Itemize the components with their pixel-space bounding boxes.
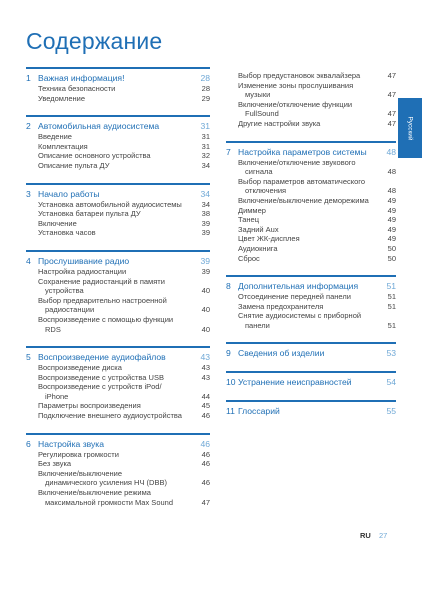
toc-entry[interactable] (26, 219, 210, 229)
section-title: Начало работы (38, 188, 100, 199)
toc-entry-line: Изменение зоны прослушивания (238, 80, 354, 90)
section-divider (226, 342, 396, 344)
toc-section-heading[interactable] (226, 376, 396, 388)
toc-entry-title (38, 411, 198, 421)
toc-entry-page: 38 (201, 209, 210, 219)
toc-entry-page: 31 (201, 132, 210, 142)
toc-entry-page: 32 (201, 151, 210, 161)
toc-entry-page: 47 (387, 109, 396, 119)
toc-entry-line: Аудиокнига (238, 243, 278, 253)
toc-section-heading[interactable] (226, 280, 396, 292)
toc-entry-line: Подключение внешнего аудиоустройства (38, 411, 182, 421)
toc-entry[interactable] (26, 267, 210, 277)
toc-entry-page: 49 (387, 215, 396, 225)
toc-entry-line: Снятие аудиосистемы с приборной (238, 311, 362, 321)
toc-entry-title (38, 219, 198, 229)
section-title: Настройка звука (38, 438, 105, 449)
toc-entry-title (238, 225, 384, 235)
toc-entry[interactable] (26, 450, 210, 460)
toc-section-heading[interactable] (26, 351, 210, 363)
toc-entry-title (238, 302, 384, 312)
toc-entry-page: 43 (201, 372, 210, 382)
toc-section-heading[interactable] (26, 255, 210, 267)
toc-entry-page: 50 (387, 253, 396, 263)
toc-entry-page: 47 (201, 497, 210, 507)
toc-section-heading[interactable] (226, 146, 396, 158)
section-divider (226, 400, 396, 402)
toc-entry[interactable] (26, 161, 210, 171)
toc-entry[interactable] (26, 373, 210, 383)
toc-entry-line: Установка часов (38, 228, 96, 238)
section-page: 43 (200, 352, 210, 363)
toc-entry-line: Уведомление (38, 93, 86, 103)
toc-entry-title (238, 119, 384, 129)
toc-entry-page: 46 (201, 411, 210, 421)
toc-entry-page: 40 (201, 324, 210, 334)
toc-entry-line: Воспроизведение с устройства USB (38, 372, 164, 382)
toc-entry-title (238, 244, 384, 254)
toc-entry[interactable] (226, 119, 396, 129)
section-page: 39 (200, 255, 210, 266)
toc-entry-line: Комплектация (38, 141, 88, 151)
toc-entry[interactable] (226, 311, 396, 330)
toc-entry-page: 46 (201, 459, 210, 469)
toc-entry-page: 28 (201, 84, 210, 93)
section-divider (26, 115, 210, 117)
toc-entry-title (238, 254, 384, 264)
section-number: 6 (26, 438, 31, 449)
toc-section (226, 371, 396, 388)
section-divider (26, 346, 210, 348)
toc-entry-line: Выбор предварительно настроенной (38, 295, 167, 305)
toc-entry-page: 47 (387, 71, 396, 80)
toc-entry-page: 48 (387, 186, 396, 196)
section-number: 11 (226, 406, 235, 417)
toc-entry-page: 51 (387, 301, 396, 311)
section-page: 53 (386, 348, 396, 359)
toc-entry[interactable] (26, 142, 210, 152)
toc-entry-line: устройства (45, 286, 84, 296)
section-number: 2 (26, 121, 31, 132)
toc-section (226, 275, 396, 330)
section-title: Автомобильная аудиосистема (38, 121, 160, 132)
toc-section (26, 67, 210, 103)
toc-entry-page: 49 (387, 224, 396, 234)
toc-entry-title (38, 459, 198, 469)
toc-entry-page: 49 (387, 195, 396, 205)
toc-entry[interactable] (226, 244, 396, 254)
toc-entry[interactable] (226, 234, 396, 244)
toc-entry[interactable] (26, 459, 210, 469)
page-footer (360, 531, 387, 540)
toc-entry-title (238, 196, 384, 206)
section-divider (226, 275, 396, 277)
toc-entry-line: Сохранение радиостанций в памяти (38, 276, 165, 286)
toc-entry-page: 48 (387, 167, 396, 177)
toc-entry-line: Введение (38, 132, 72, 142)
toc-entry-title (238, 71, 384, 81)
toc-entry-title (238, 215, 384, 225)
toc-entry[interactable] (26, 94, 210, 104)
toc-entry[interactable] (26, 132, 210, 142)
section-divider (26, 67, 210, 69)
toc-entry-line: Выбор предустановок эквалайзера (238, 71, 361, 80)
toc-entry-page: 34 (201, 160, 210, 170)
toc-section (226, 342, 396, 359)
toc-entry[interactable] (26, 363, 210, 373)
toc-entry-line: Настройка радиостанции (38, 266, 127, 276)
toc-entry-page: 39 (201, 218, 210, 228)
toc-right-column (226, 67, 396, 417)
toc-entry-line: отключения (245, 186, 287, 196)
toc-entry[interactable] (26, 209, 210, 219)
toc-continuation (226, 71, 396, 129)
toc-entry-title (238, 206, 384, 216)
section-title: Глоссарий (238, 406, 280, 417)
toc-entry-line: Без звука (38, 459, 72, 469)
toc-entry-line: радиостанции (45, 305, 95, 315)
section-divider (26, 250, 210, 252)
toc-entry-line: Включение/выключение режима (38, 488, 151, 498)
toc-entry-line: сигнала (245, 167, 273, 177)
toc-entry-title (38, 401, 198, 411)
toc-entry[interactable] (226, 254, 396, 264)
section-divider (26, 183, 210, 185)
toc-entry-title (38, 142, 198, 152)
toc-entry-title (38, 363, 198, 373)
section-number: 10 (226, 377, 236, 388)
section-number: 8 (226, 281, 231, 292)
toc-entry-line: Сброс (238, 253, 260, 263)
toc-entry[interactable] (26, 488, 210, 507)
toc-entry-line: Включение/отключение функции (238, 99, 353, 109)
section-page: 46 (200, 438, 210, 449)
section-title: Дополнительная информация (238, 281, 359, 292)
toc-entry-title (38, 277, 198, 296)
toc-entry-page: 39 (201, 228, 210, 238)
toc-entry-line: панели (245, 320, 270, 330)
toc-entry-title (38, 132, 198, 142)
toc-entry-line: iPhone (45, 391, 69, 401)
toc-entry-line: Установка батареи пульта ДУ (38, 209, 141, 219)
toc-entry-line: Включение/выключение (38, 468, 123, 478)
toc-entry-title (38, 450, 198, 460)
toc-entry[interactable] (226, 302, 396, 312)
section-divider (226, 141, 396, 143)
toc-entry-line: Другие настройки звука (238, 118, 321, 128)
section-page: 55 (386, 406, 396, 417)
section-number: 3 (26, 188, 31, 199)
toc-entry-page: 51 (387, 292, 396, 302)
section-number: 1 (26, 73, 31, 83)
toc-entry-page: 31 (201, 141, 210, 151)
toc-entry[interactable] (226, 158, 396, 177)
toc-entry-line: динамического усиления НЧ (DBB) (45, 478, 167, 488)
toc-section-heading[interactable] (226, 347, 396, 359)
toc-entry-title (38, 151, 198, 161)
section-title: Настройка параметров системы (238, 146, 367, 157)
toc-entry-page: 34 (201, 199, 210, 209)
toc-section (26, 346, 210, 421)
section-number: 7 (226, 146, 231, 157)
toc-entry-page: 49 (387, 205, 396, 215)
toc-entry-page: 40 (201, 286, 210, 296)
toc-entry-title (238, 81, 384, 100)
toc-entry-line: Описание пульта ДУ (38, 160, 110, 170)
toc-entry-line: Регулировка громкости (38, 449, 119, 459)
toc-entry-title (38, 94, 198, 104)
section-page: 51 (386, 281, 396, 292)
toc-entry[interactable] (226, 71, 396, 81)
section-number: 5 (26, 352, 31, 363)
toc-entry-line: максимальной громкости Max Sound (45, 497, 173, 507)
toc-entry-line: Включение/выключение деморежима (238, 195, 369, 205)
toc-entry[interactable] (26, 296, 210, 315)
section-page: 28 (200, 73, 210, 83)
toc-entry[interactable] (226, 292, 396, 302)
toc-entry-title (38, 315, 198, 334)
toc-entry-title (38, 84, 198, 94)
toc-entry-line: Воспроизведение с устройств iPod/ (38, 382, 162, 392)
toc-entry-line: Воспроизведение с помощью функции (38, 314, 174, 324)
toc-entry[interactable] (26, 469, 210, 488)
toc-entry-line: Диммер (238, 205, 266, 215)
toc-entry[interactable] (26, 277, 210, 296)
toc-entry-title (238, 234, 384, 244)
section-number: 9 (226, 348, 231, 359)
toc-entry-line: FullSound (245, 109, 279, 119)
toc-entry[interactable] (26, 315, 210, 334)
section-title: Воспроизведение аудиофайлов (38, 352, 166, 363)
toc-entry-line: Выбор параметров автоматического (238, 176, 366, 186)
toc-entry[interactable] (226, 81, 396, 100)
toc-entry-page: 29 (201, 93, 210, 103)
toc-entry-page: 40 (201, 305, 210, 315)
toc-entry-line: Включение/отключение звукового (238, 157, 356, 167)
toc-entry-title (38, 161, 198, 171)
toc-entry[interactable] (26, 382, 210, 401)
page-title: Содержание (26, 28, 163, 54)
toc-entry-title (38, 200, 198, 210)
toc-section (26, 115, 210, 170)
toc-section-heading[interactable] (26, 72, 210, 84)
toc-entry-title (238, 177, 384, 196)
toc-entry[interactable] (226, 215, 396, 225)
section-page: 31 (200, 121, 210, 132)
footer-page-number: 27 (378, 531, 388, 540)
toc-entry-page: 47 (387, 90, 396, 100)
section-page: 34 (200, 188, 210, 199)
toc-entry[interactable] (26, 84, 210, 94)
toc-entry-page: 39 (201, 266, 210, 276)
toc-entry-page: 43 (201, 363, 210, 373)
toc-entry-title (38, 469, 198, 488)
language-tab[interactable] (398, 98, 422, 158)
toc-entry[interactable] (226, 206, 396, 216)
toc-section-heading[interactable] (26, 120, 210, 132)
toc-entry-title (238, 100, 384, 119)
toc-entry[interactable] (26, 200, 210, 210)
section-number: 4 (26, 255, 31, 266)
toc-section-heading[interactable] (26, 438, 210, 450)
toc-entry-page: 51 (387, 320, 396, 330)
toc-entry-title (238, 311, 384, 330)
toc-entry-title (38, 488, 198, 507)
toc-section (26, 250, 210, 334)
toc-entry-title (38, 296, 198, 315)
toc-entry[interactable] (26, 411, 210, 421)
toc-entry-line: Задний Aux (238, 224, 279, 234)
section-divider (26, 433, 210, 435)
toc-section (226, 400, 396, 417)
toc-section (26, 433, 210, 508)
toc-entry-line: Параметры воспроизведения (38, 401, 141, 411)
section-page: 54 (386, 377, 396, 388)
toc-entry[interactable] (226, 196, 396, 206)
toc-entry[interactable] (226, 100, 396, 119)
toc-entry-title (238, 292, 384, 302)
toc-entry[interactable] (26, 151, 210, 161)
toc-entry-line: Описание основного устройства (38, 151, 151, 161)
language-tab-label: Русский (406, 115, 414, 141)
toc-entry[interactable] (226, 225, 396, 235)
toc-left-column (26, 67, 210, 507)
toc-entry[interactable] (26, 228, 210, 238)
toc-entry-title (38, 373, 198, 383)
toc-section-heading[interactable] (226, 405, 396, 417)
toc-entry-line: Воспроизведение диска (38, 363, 122, 373)
toc-entry-page: 46 (201, 449, 210, 459)
section-title: Важная информация! (38, 73, 125, 83)
section-title: Сведения об изделии (238, 348, 325, 359)
toc-entry-line: RDS (45, 324, 61, 334)
toc-entry-title (38, 267, 198, 277)
toc-entry-line: музыки (245, 90, 271, 100)
toc-section-heading[interactable] (26, 188, 210, 200)
section-title: Устранение неисправностей (238, 377, 352, 388)
toc-entry-line: Включение (38, 218, 77, 228)
section-divider (226, 371, 396, 373)
toc-entry-line: Отсоединение передней панели (238, 292, 351, 302)
toc-entry-title (238, 158, 384, 177)
toc-entry-line: Замена предохранителя (238, 301, 324, 311)
footer-language: RU (360, 531, 371, 540)
toc-entry[interactable] (226, 177, 396, 196)
toc-entry-title (38, 209, 198, 219)
toc-entry-page: 47 (387, 118, 396, 128)
toc-entry-page: 44 (201, 391, 210, 401)
toc-entry-title (38, 382, 198, 401)
toc-section (26, 183, 210, 238)
toc-entry-page: 45 (201, 401, 210, 411)
toc-entry-page: 50 (387, 243, 396, 253)
section-page: 48 (386, 146, 396, 157)
toc-entry-page: 49 (387, 234, 396, 244)
toc-entry-line: Техника безопасности (38, 84, 116, 93)
toc-entry[interactable] (26, 401, 210, 411)
toc-entry-title (38, 228, 198, 238)
toc-entry-line: Танец (238, 215, 260, 225)
toc-entry-line: Цвет ЖК-дисплея (238, 234, 300, 244)
toc-entry-line: Установка автомобильной аудиосистемы (38, 199, 182, 209)
toc-section (226, 141, 396, 264)
section-title: Прослушивание радио (38, 255, 130, 266)
toc-entry-page: 46 (201, 478, 210, 488)
